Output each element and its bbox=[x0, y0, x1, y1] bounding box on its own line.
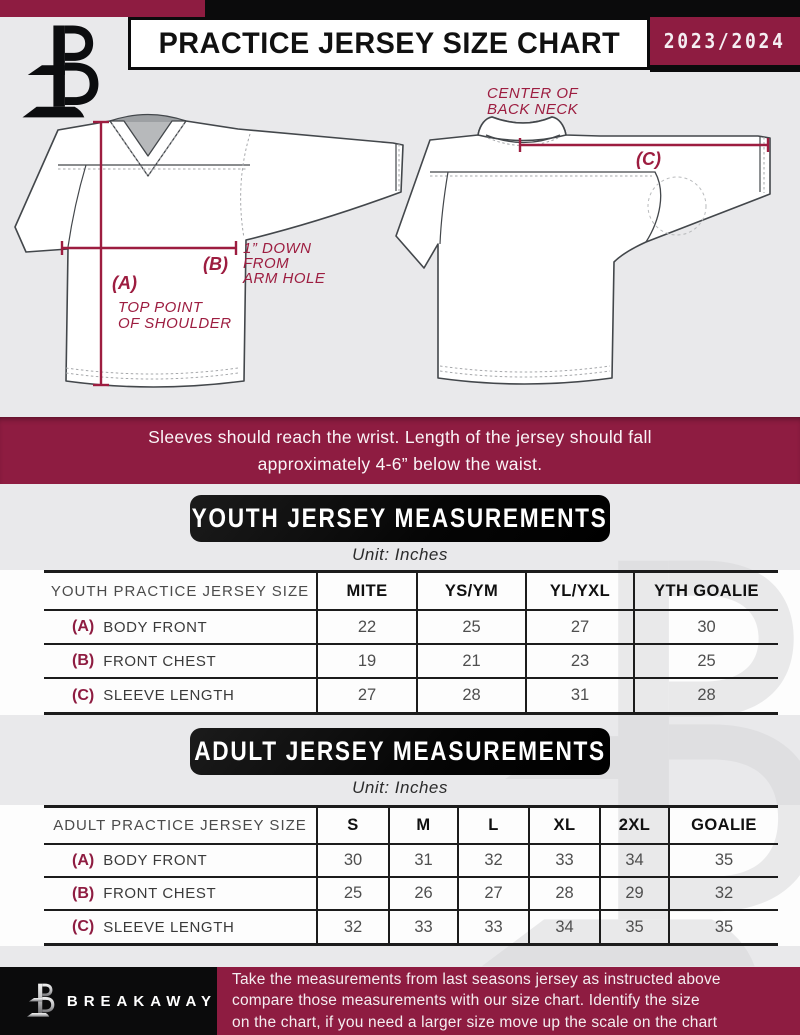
youth-row-c-label: (C) SLEEVE LENGTH bbox=[72, 686, 235, 704]
adult-size-label: ADULT PRACTICE JERSEY SIZE bbox=[53, 817, 307, 834]
footer-brand-logo bbox=[26, 981, 58, 1022]
fit-note-banner bbox=[0, 417, 800, 484]
label-c-line1: CENTER OF bbox=[487, 85, 579, 102]
season-label: 2023/2024 bbox=[664, 29, 786, 53]
adult-size-table bbox=[44, 805, 778, 946]
table-row: (A) BODY FRONT 22 25 27 30 bbox=[44, 611, 778, 645]
youth-col-mite: MITE bbox=[316, 573, 416, 609]
adult-col-xl: XL bbox=[528, 808, 599, 843]
adult-row-b-label: (B) FRONT CHEST bbox=[72, 884, 217, 902]
adult-header-row bbox=[44, 808, 778, 845]
table-row: (C) SLEEVE LENGTH 27 28 31 28 bbox=[44, 679, 778, 715]
adult-col-goalie: GOALIE bbox=[668, 808, 778, 843]
label-b-line3: ARM HOLE bbox=[243, 270, 326, 287]
youth-col-goalie: YTH GOALIE bbox=[633, 573, 778, 609]
adult-row-c-label: (C) SLEEVE LENGTH bbox=[72, 918, 235, 936]
youth-banner-title: YOUTH JERSEY MEASUREMENTS bbox=[192, 503, 608, 533]
fit-note-line2: approximately 4-6” below the waist. bbox=[257, 453, 543, 474]
footer-line3: on the chart, if you need a larger size move up the scale on the chart bbox=[232, 1013, 718, 1031]
table-row: (B) FRONT CHEST 19 21 23 25 bbox=[44, 645, 778, 679]
adult-col-s: S bbox=[316, 808, 388, 843]
table-row: (C) SLEEVE LENGTH 32 33 33 34 35 35 bbox=[44, 911, 778, 946]
page-title-box bbox=[128, 17, 650, 70]
footer-line1: Take the measurements from last seasons jersey as instructed above bbox=[232, 970, 721, 988]
table-row: (B) FRONT CHEST 25 26 27 28 29 32 bbox=[44, 878, 778, 911]
youth-section-banner bbox=[190, 495, 610, 542]
page-title: PRACTICE JERSEY SIZE CHART bbox=[158, 26, 620, 60]
fit-note-line1: Sleeves should reach the wrist. Length of the jersey should fall bbox=[148, 426, 652, 447]
table-row: (A) BODY FRONT 30 31 32 33 34 35 bbox=[44, 845, 778, 878]
youth-col-ylyxl: YL/YXL bbox=[525, 573, 633, 609]
front-jersey-drawing bbox=[15, 117, 403, 388]
footer-brand-block bbox=[0, 967, 217, 1035]
label-a-line1: TOP POINT bbox=[118, 299, 203, 316]
footer-instructions bbox=[217, 967, 800, 1035]
footer-line2: compare those measurements with our size chart. Identify the size bbox=[232, 992, 700, 1010]
label-a-key: (A) bbox=[112, 273, 137, 293]
adult-banner-title: ADULT JERSEY MEASUREMENTS bbox=[194, 736, 606, 766]
adult-row-a-label: (A) BODY FRONT bbox=[72, 851, 208, 869]
youth-unit-label: Unit: Inches bbox=[352, 545, 448, 564]
header-black-strip bbox=[205, 0, 800, 17]
label-a-line2: OF SHOULDER bbox=[118, 315, 232, 332]
youth-col-ysym: YS/YM bbox=[416, 573, 525, 609]
adult-unit-label: Unit: Inches bbox=[352, 778, 448, 797]
label-b-key: (B) bbox=[203, 254, 228, 274]
jersey-diagrams bbox=[0, 72, 800, 417]
label-c-key: (C) bbox=[636, 149, 661, 169]
youth-row-b-label: (B) FRONT CHEST bbox=[72, 652, 217, 670]
adult-section-banner bbox=[190, 728, 610, 775]
label-b-line2: FROM bbox=[243, 255, 290, 272]
youth-header-row bbox=[44, 573, 778, 611]
footer-brand-name: BREAKAWAY bbox=[66, 992, 217, 1010]
back-jersey-drawing bbox=[396, 117, 770, 384]
header-maroon-strip bbox=[0, 0, 205, 17]
youth-size-table bbox=[44, 570, 778, 715]
label-b-line1: 1” DOWN bbox=[243, 240, 312, 257]
youth-row-a-label: (A) BODY FRONT bbox=[72, 618, 208, 636]
adult-col-m: M bbox=[388, 808, 457, 843]
youth-size-label: YOUTH PRACTICE JERSEY SIZE bbox=[50, 582, 310, 600]
year-box-shadow bbox=[650, 65, 800, 72]
label-c-line2: BACK NECK bbox=[487, 101, 579, 118]
season-box bbox=[650, 17, 800, 65]
adult-col-2xl: 2XL bbox=[599, 808, 668, 843]
adult-col-l: L bbox=[457, 808, 528, 843]
